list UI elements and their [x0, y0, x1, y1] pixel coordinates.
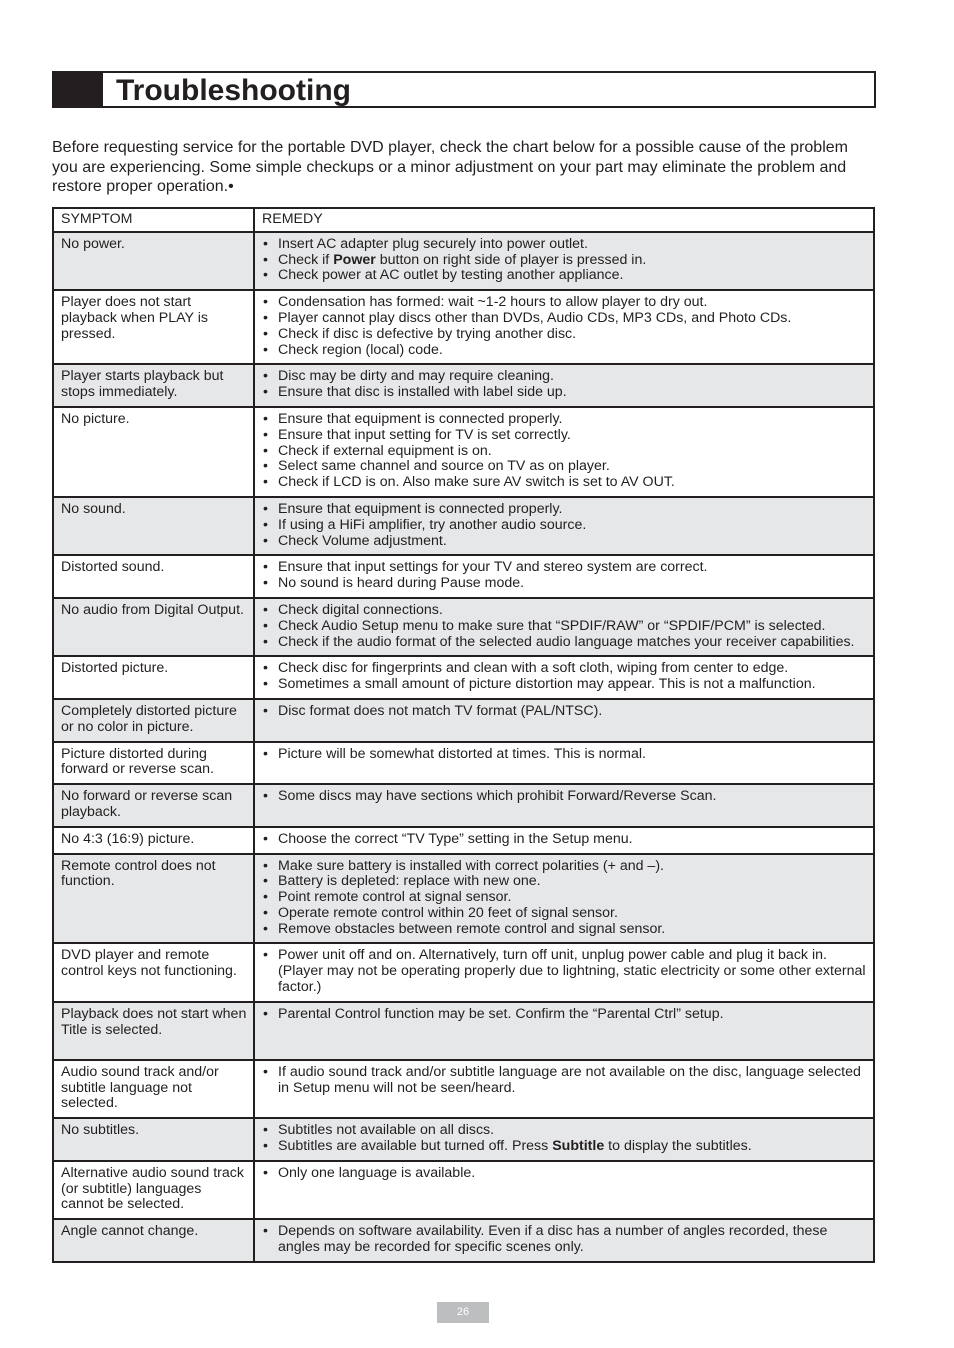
remedy-list [262, 747, 867, 763]
remedy-item [262, 789, 867, 805]
remedy-item [262, 859, 867, 875]
table-row [53, 290, 874, 364]
table-row [53, 1060, 874, 1118]
symptom-cell: No picture. [53, 407, 254, 497]
remedy-text: Power unit off and on. Alternatively, turn off unit, unplug power cable and plug it back in. (Player may not be operating properly due to lightning, static electricity or some other external factor.) [278, 947, 866, 996]
remedy-text: Ensure that input settings for your TV and stereo system are correct. [278, 559, 708, 576]
remedy-item [262, 343, 867, 359]
remedy-text: Depends on software availability. Even if a disc has a number of angles recorded, these angles may be recorded for specific scenes only. [278, 1223, 828, 1256]
remedy-item [262, 635, 867, 651]
remedy-item [262, 459, 867, 475]
remedy-text: to display the subtitles. [604, 1138, 752, 1155]
remedy-cell [254, 1161, 874, 1219]
remedy-text: Some discs may have sections which prohibit Forward/Reverse Scan. [278, 788, 717, 805]
remedy-text: Parental Control function may be set. Confirm the “Parental Ctrl” setup. [278, 1005, 724, 1022]
remedy-text: Point remote control at signal sensor. [278, 889, 512, 906]
table-body [53, 232, 874, 1262]
remedy-text: Battery is depleted: replace with new one. [278, 873, 541, 890]
remedy-text: Disc may be dirty and may require cleaning. [278, 368, 554, 385]
remedy-text: Check if disc is defective by trying another disc. [278, 325, 577, 342]
remedy-item [262, 906, 867, 922]
section-title-bar [52, 71, 876, 108]
remedy-item [262, 922, 867, 938]
remedy-text: Ensure that equipment is connected properly. [278, 500, 563, 517]
remedy-text: Check if the audio format of the selected audio language matches your receiver capabilities. [278, 633, 855, 650]
remedy-text: Operate remote control within 20 feet of signal sensor. [278, 904, 618, 921]
remedy-text: If audio sound track and/or subtitle language are not available on the disc, language selected in Setup menu will not be seen/heard. [278, 1063, 861, 1096]
symptom-cell: No forward or reverse scan playback. [53, 784, 254, 827]
remedy-cell [254, 290, 874, 364]
remedy-item [262, 369, 867, 385]
remedy-item [262, 603, 867, 619]
remedy-item [262, 890, 867, 906]
remedy-item [262, 560, 867, 576]
table-row [53, 364, 874, 407]
remedy-cell [254, 598, 874, 656]
remedy-item [262, 619, 867, 635]
symptom-cell: Playback does not start when Title is selected. [53, 1002, 254, 1060]
remedy-item [262, 534, 867, 550]
remedy-list [262, 1065, 867, 1097]
remedy-text: Subtitles are available but turned off. Press [278, 1138, 553, 1155]
remedy-list [262, 661, 867, 693]
remedy-item [262, 874, 867, 890]
remedy-item [262, 327, 867, 343]
table-row [53, 555, 874, 598]
symptom-cell: Player starts playback but stops immediately. [53, 364, 254, 407]
remedy-text: Insert AC adapter plug securely into power outlet. [278, 235, 588, 252]
remedy-item [262, 1065, 867, 1097]
remedy-text: Check digital connections. [278, 601, 443, 618]
remedy-cell [254, 1002, 874, 1060]
symptom-cell: Distorted sound. [53, 555, 254, 598]
table-row [53, 1118, 874, 1161]
remedy-item [262, 677, 867, 693]
remedy-text: Remove obstacles between remote control and signal sensor. [278, 920, 666, 937]
remedy-list [262, 704, 867, 720]
remedy-cell [254, 742, 874, 785]
remedy-text: Disc format does not match TV format (PAL/NTSC). [278, 702, 603, 719]
remedy-header: REMEDY [254, 208, 874, 232]
remedy-text: If using a HiFi amplifier, try another audio source. [278, 516, 587, 533]
remedy-text: Only one language is available. [278, 1164, 476, 1181]
remedy-list [262, 560, 867, 592]
remedy-item [262, 444, 867, 460]
table-row [53, 598, 874, 656]
symptom-cell: Alternative audio sound track (or subtitle) languages cannot be selected. [53, 1161, 254, 1219]
remedy-emphasis: Power [333, 251, 376, 268]
remedy-cell [254, 364, 874, 407]
remedy-cell [254, 1219, 874, 1262]
remedy-cell [254, 497, 874, 555]
remedy-text: Sometimes a small amount of picture distortion may appear. This is not a malfunction. [278, 676, 816, 693]
remedy-item [262, 237, 867, 253]
remedy-item [262, 1224, 867, 1256]
remedy-item [262, 704, 867, 720]
remedy-text: Ensure that equipment is connected properly. [278, 410, 563, 427]
table-row [53, 784, 874, 827]
remedy-item [262, 948, 867, 995]
remedy-text: Make sure battery is installed with correct polarities (+ and –). [278, 857, 664, 874]
remedy-text: Player cannot play discs other than DVDs, Audio CDs, MP3 CDs, and Photo CDs. [278, 309, 792, 326]
remedy-cell [254, 943, 874, 1001]
remedy-item [262, 1166, 867, 1182]
table-row [53, 1002, 874, 1060]
remedy-text: Select same channel and source on TV as on player. [278, 458, 610, 475]
symptom-cell: Completely distorted picture or no color in picture. [53, 699, 254, 742]
remedy-cell [254, 407, 874, 497]
remedy-list [262, 603, 867, 650]
remedy-list [262, 832, 867, 848]
remedy-list [262, 1166, 867, 1182]
title-block-marker [54, 73, 103, 106]
remedy-text: Ensure that input setting for TV is set correctly. [278, 426, 571, 443]
remedy-text: Ensure that disc is installed with label side up. [278, 384, 567, 401]
symptom-cell: Remote control does not function. [53, 854, 254, 944]
remedy-item [262, 832, 867, 848]
symptom-cell: No subtitles. [53, 1118, 254, 1161]
remedy-text: Subtitles not available on all discs. [278, 1122, 495, 1139]
remedy-list [262, 1224, 867, 1256]
symptom-cell: No audio from Digital Output. [53, 598, 254, 656]
remedy-text: Check region (local) code. [278, 341, 443, 358]
remedy-item [262, 295, 867, 311]
symptom-cell: Player does not start playback when PLAY is pressed. [53, 290, 254, 364]
remedy-list [262, 502, 867, 549]
remedy-item [262, 385, 867, 401]
remedy-item [262, 311, 867, 327]
remedy-item [262, 1139, 867, 1155]
remedy-cell [254, 699, 874, 742]
remedy-list [262, 237, 867, 284]
remedy-item [262, 518, 867, 534]
remedy-item [262, 412, 867, 428]
symptom-cell: Audio sound track and/or subtitle language not selected. [53, 1060, 254, 1118]
table-row [53, 407, 874, 497]
remedy-text: Check if [278, 251, 334, 268]
remedy-item [262, 475, 867, 491]
remedy-list [262, 948, 867, 995]
remedy-text: Check Audio Setup menu to make sure that “SPDIF/RAW” or “SPDIF/PCM” is selected. [278, 617, 826, 634]
remedy-item [262, 268, 867, 284]
remedy-text: No sound is heard during Pause mode. [278, 575, 525, 592]
table-row [53, 742, 874, 785]
remedy-item [262, 428, 867, 444]
intro-paragraph: Before requesting service for the portable DVD player, check the chart below for a possible cause of the problem you are experiencing. Some simple checkups or a minor adjustment on your part may eliminate the problem and restore proper operation.• [52, 139, 848, 195]
table-row [53, 827, 874, 854]
table-row [53, 1161, 874, 1219]
remedy-cell [254, 827, 874, 854]
page-title: Troubleshooting [116, 74, 351, 107]
remedy-cell [254, 1060, 874, 1118]
remedy-text: Picture will be somewhat distorted at times. This is normal. [278, 745, 646, 762]
remedy-item [262, 253, 867, 269]
remedy-cell [254, 784, 874, 827]
remedy-item [262, 661, 867, 677]
remedy-text: Choose the correct “TV Type” setting in the Setup menu. [278, 830, 633, 847]
table-row [53, 1219, 874, 1262]
remedy-list [262, 789, 867, 805]
symptom-header: SYMPTOM [53, 208, 254, 232]
remedy-cell [254, 232, 874, 290]
remedy-text: Check if external equipment is on. [278, 442, 492, 459]
remedy-item [262, 502, 867, 518]
symptom-cell: No sound. [53, 497, 254, 555]
remedy-list [262, 1123, 867, 1155]
remedy-text: Check Volume adjustment. [278, 532, 447, 549]
symptom-cell: DVD player and remote control keys not functioning. [53, 943, 254, 1001]
remedy-item [262, 1123, 867, 1139]
remedy-item [262, 1007, 867, 1023]
remedy-text: button on right side of player is pressed in. [375, 251, 647, 268]
symptom-cell: Picture distorted during forward or reverse scan. [53, 742, 254, 785]
symptom-cell: Distorted picture. [53, 656, 254, 699]
remedy-list [262, 369, 867, 401]
remedy-item [262, 576, 867, 592]
symptom-cell: No power. [53, 232, 254, 290]
remedy-cell [254, 854, 874, 944]
table-row [53, 699, 874, 742]
remedy-list [262, 859, 867, 938]
symptom-cell: No 4:3 (16:9) picture. [53, 827, 254, 854]
remedy-cell [254, 555, 874, 598]
remedy-list [262, 1007, 867, 1023]
troubleshooting-table [52, 207, 875, 1263]
remedy-text: Check power at AC outlet by testing another appliance. [278, 267, 624, 284]
table-row [53, 497, 874, 555]
remedy-list [262, 295, 867, 358]
remedy-emphasis: Subtitle [552, 1138, 605, 1155]
table-row [53, 854, 874, 944]
table-row [53, 656, 874, 699]
remedy-text: Condensation has formed: wait ~1-2 hours to allow player to dry out. [278, 294, 708, 311]
table-row [53, 232, 874, 290]
remedy-cell [254, 1118, 874, 1161]
remedy-text: Check disc for fingerprints and clean with a soft cloth, wiping from center to edge. [278, 660, 789, 677]
page-number: 26 [437, 1302, 489, 1323]
remedy-list [262, 412, 867, 491]
table-header-row [53, 208, 874, 232]
remedy-text: Check if LCD is on. Also make sure AV switch is set to AV OUT. [278, 474, 675, 491]
remedy-item [262, 747, 867, 763]
remedy-cell [254, 656, 874, 699]
table-row [53, 943, 874, 1001]
symptom-cell: Angle cannot change. [53, 1219, 254, 1262]
